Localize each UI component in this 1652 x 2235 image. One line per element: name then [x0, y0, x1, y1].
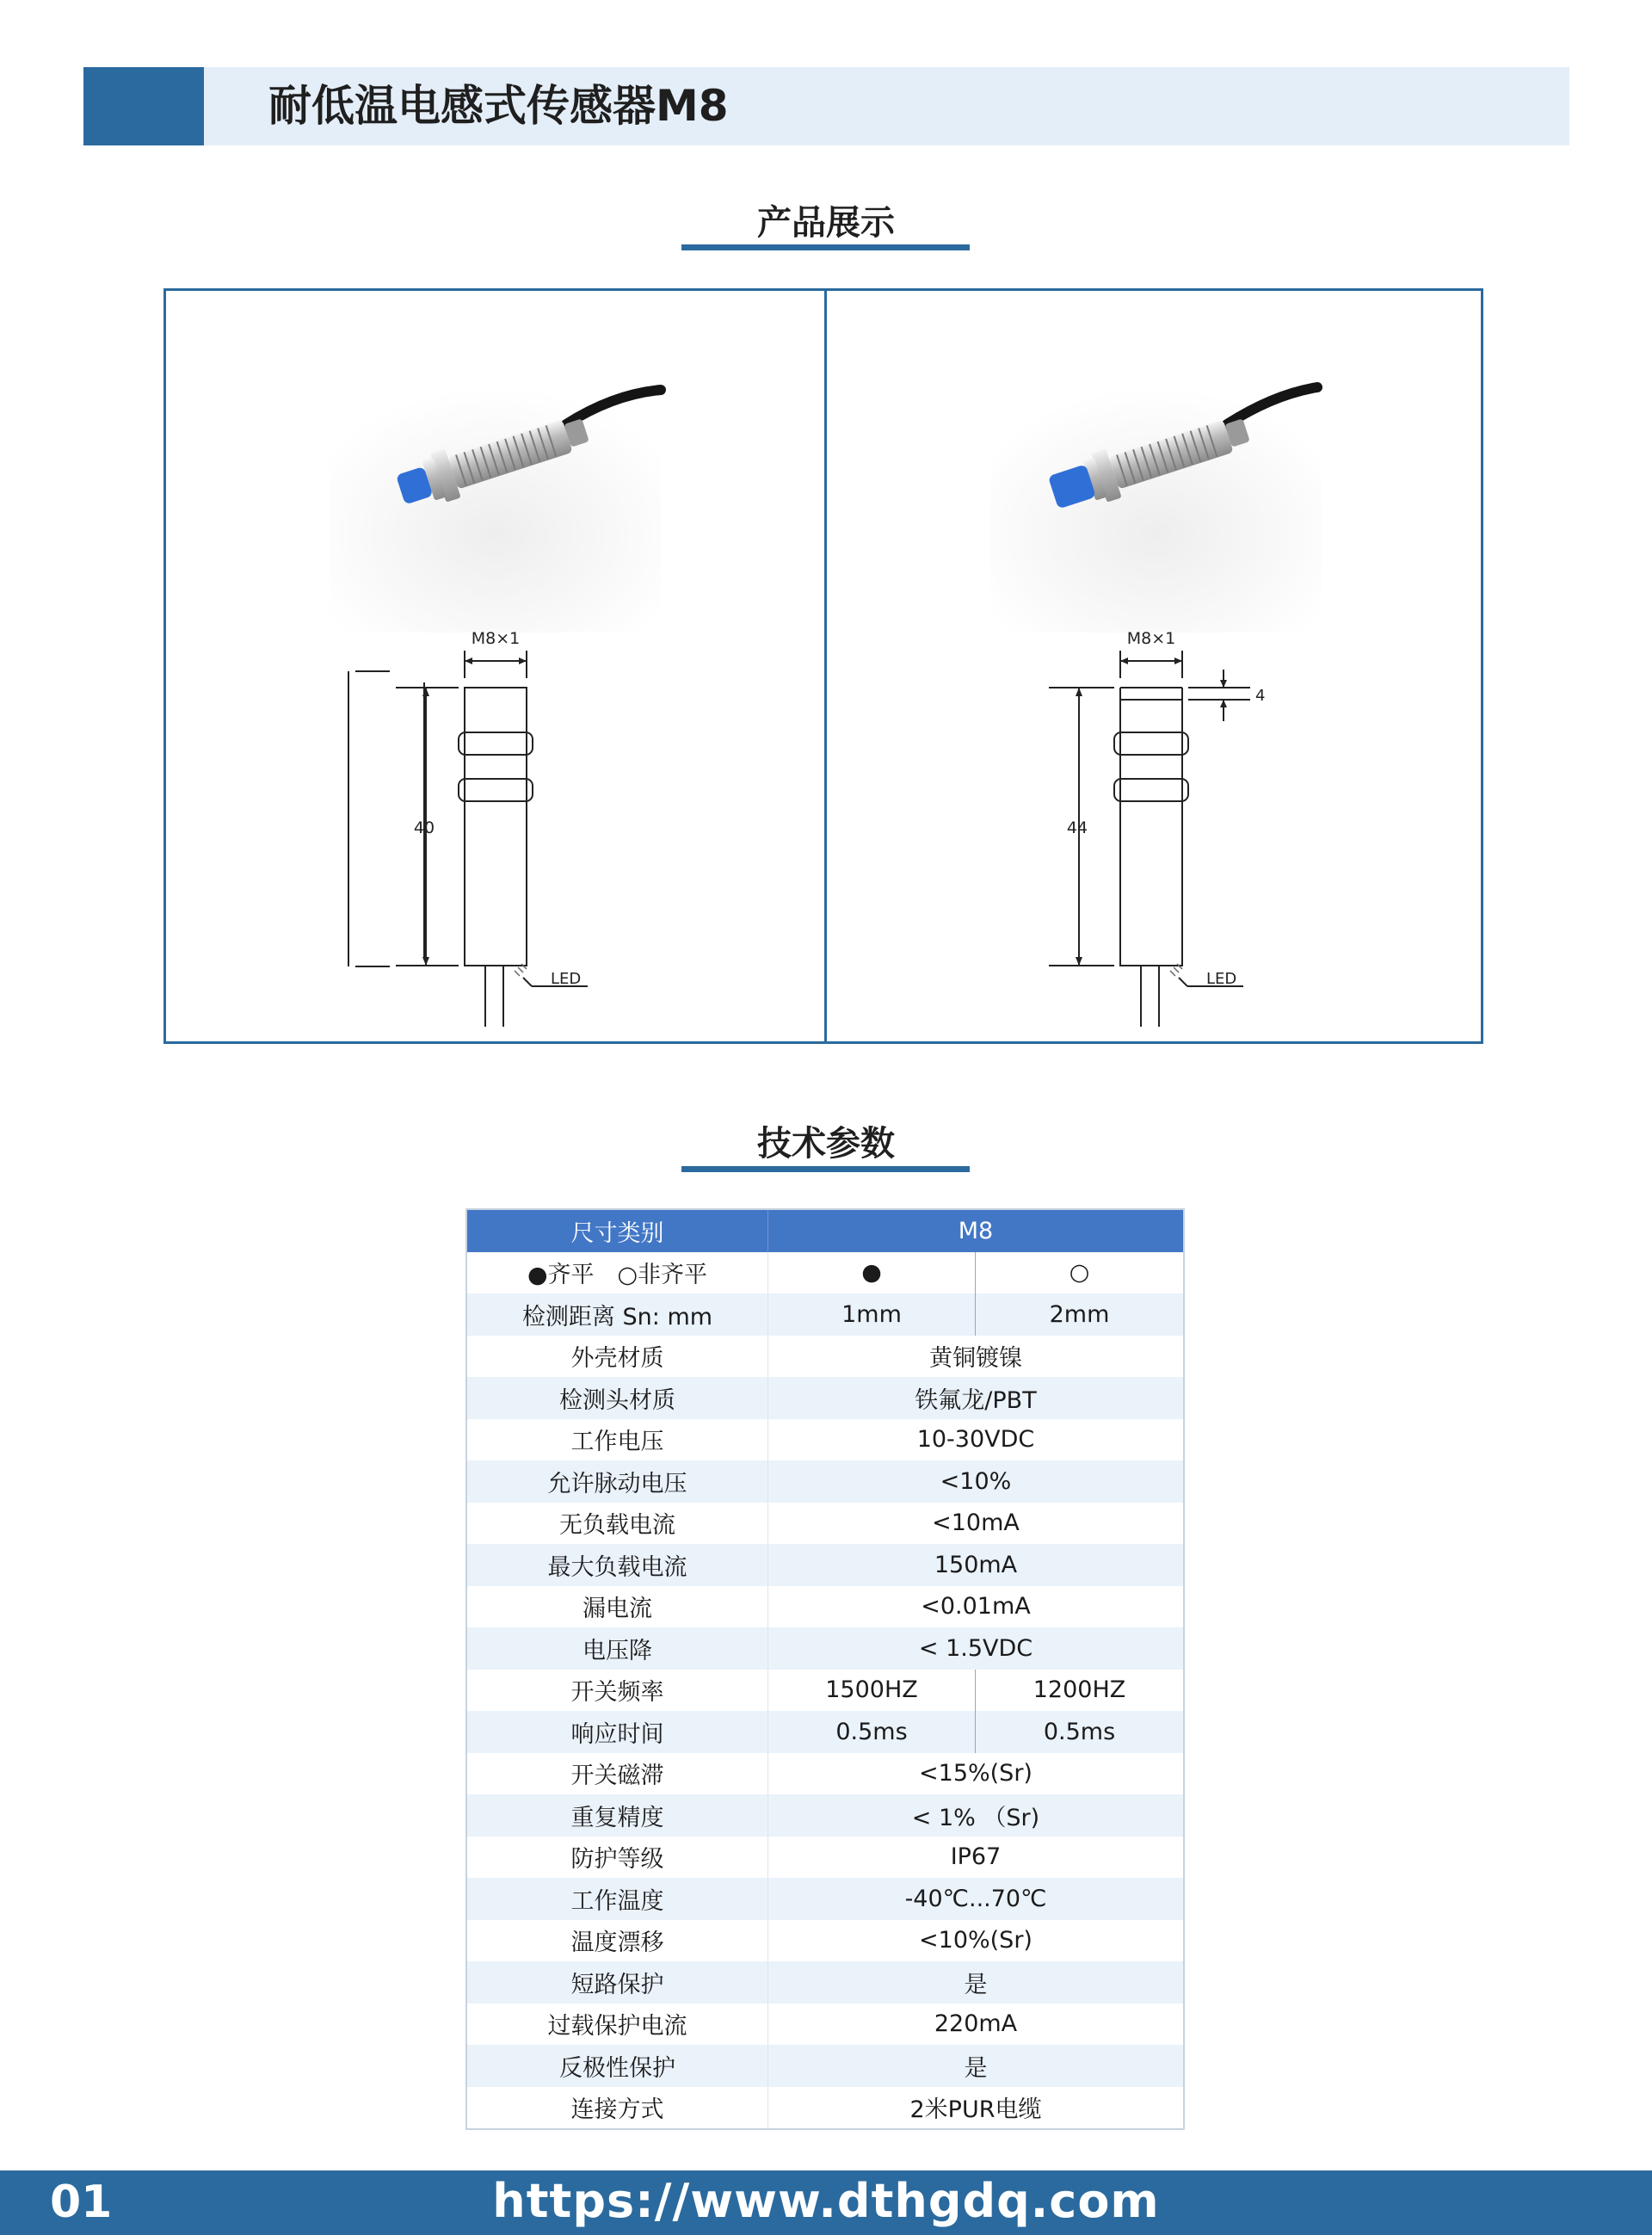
- table-row: [467, 1586, 1183, 1628]
- table-row: [467, 1794, 1183, 1837]
- table-row: [467, 1544, 1183, 1586]
- table-row: [467, 1252, 1183, 1294]
- params-section-title: 技术参数: [757, 1124, 895, 1164]
- display-section-underline: [681, 244, 970, 250]
- spec-value: 2米PUR电缆: [909, 2096, 1042, 2124]
- spec-value: < 1.5VDC: [918, 1634, 1033, 1662]
- spec-value: 150mA: [934, 1551, 1018, 1578]
- sensor-illustration-non-flush: [827, 291, 1481, 1041]
- spec-value: < 1% （Sr): [911, 1804, 1040, 1831]
- spec-value-non-flush: 0.5ms: [1043, 1718, 1116, 1745]
- led-label: LED: [551, 970, 582, 988]
- length-label: 44: [1066, 818, 1088, 837]
- spec-label: 开关磁滞: [467, 1753, 768, 1795]
- photo-backdrop: [990, 387, 1322, 633]
- spec-label: 检测头材质: [467, 1377, 768, 1419]
- table-row: [467, 1920, 1183, 1962]
- spec-label: 检测距离 Sn: mm: [467, 1293, 768, 1336]
- spec-value: IP67: [950, 1843, 1002, 1871]
- spec-value: <10%(Sr): [919, 1927, 1032, 1954]
- table-row: [467, 1878, 1183, 1920]
- spec-header-label: 尺寸类别: [467, 1210, 768, 1252]
- spec-label: 漏电流: [467, 1586, 768, 1628]
- spec-table: [465, 1208, 1185, 2130]
- spec-value: 10-30VDC: [916, 1426, 1035, 1454]
- spec-value: 是: [964, 1971, 988, 1998]
- spec-value: <10mA: [932, 1510, 1020, 1537]
- header-accent-block: [83, 67, 204, 145]
- display-section-title: 产品展示: [757, 203, 895, 243]
- spec-label: 外壳材质: [467, 1336, 768, 1378]
- table-row: [467, 1503, 1183, 1545]
- page-number: 01: [50, 2176, 113, 2228]
- spec-value-non-flush: 2mm: [1049, 1300, 1110, 1328]
- thread-label: M8×1: [1126, 629, 1176, 648]
- spec-label: 允许脉动电压: [467, 1460, 768, 1503]
- params-section-underline: [681, 1166, 970, 1172]
- page-title: 耐低温电感式传感器M8: [268, 81, 729, 131]
- product-panel-flush: [166, 291, 824, 1041]
- spec-value: 铁氟龙/PBT: [915, 1386, 1037, 1414]
- spec-label: 连接方式: [467, 2087, 768, 2129]
- spec-label: 防护等级: [467, 1837, 768, 1879]
- spec-value-flush: ●: [768, 1252, 976, 1294]
- led-label: LED: [1206, 970, 1237, 988]
- spec-value-flush: 1500HZ: [768, 1670, 976, 1712]
- table-row: [467, 1336, 1183, 1378]
- sensor-illustration-flush: [166, 291, 824, 1041]
- table-row: [467, 1419, 1183, 1461]
- spec-table-body: [467, 1252, 1183, 2129]
- spec-label: 工作电压: [467, 1419, 768, 1461]
- spec-value-non-flush: 1200HZ: [1032, 1676, 1126, 1704]
- spec-label: 开关频率: [467, 1670, 768, 1712]
- spec-label: 重复精度: [467, 1794, 768, 1837]
- spec-value: <0.01mA: [921, 1593, 1031, 1621]
- spec-value: 是: [964, 2054, 988, 2082]
- table-row: [467, 2087, 1183, 2129]
- spec-label: 电压降: [467, 1627, 768, 1670]
- spec-label: 短路保护: [467, 1961, 768, 2003]
- table-row: [467, 1293, 1183, 1336]
- table-row: [467, 1837, 1183, 1879]
- length-label: 40: [413, 818, 435, 837]
- website-url[interactable]: https://www.dthgdq.com: [492, 2174, 1160, 2228]
- table-row: [467, 1670, 1183, 1712]
- spec-label: 过载保护电流: [467, 2003, 768, 2046]
- photo-backdrop: [330, 387, 661, 633]
- spec-value: -40℃...70℃: [904, 1885, 1047, 1912]
- table-row: [467, 1753, 1183, 1795]
- spec-header-value: M8: [958, 1217, 994, 1244]
- table-row: [467, 1460, 1183, 1503]
- thread-label: M8×1: [471, 629, 521, 648]
- spec-value: <10%: [940, 1467, 1012, 1495]
- protrusion-label: 4: [1255, 687, 1266, 705]
- table-row: [467, 2045, 1183, 2087]
- spec-value-flush: 0.5ms: [768, 1711, 976, 1753]
- spec-table-header: [467, 1210, 1183, 1252]
- spec-label: 工作温度: [467, 1878, 768, 1920]
- table-row: [467, 1627, 1183, 1670]
- table-row: [467, 1377, 1183, 1419]
- table-row: [467, 2003, 1183, 2046]
- spec-label: 最大负载电流: [467, 1544, 768, 1586]
- spec-label: 温度漂移: [467, 1920, 768, 1962]
- spec-value: 220mA: [934, 2010, 1018, 2038]
- table-row: [467, 1711, 1183, 1753]
- spec-label: 反极性保护: [467, 2045, 768, 2087]
- table-row: [467, 1961, 1183, 2003]
- spec-value-non-flush: ○: [1069, 1259, 1090, 1287]
- spec-value: 黄铜镀镍: [929, 1345, 1022, 1373]
- spec-label: 无负载电流: [467, 1503, 768, 1545]
- spec-label: 响应时间: [467, 1711, 768, 1753]
- spec-value: <15%(Sr): [919, 1760, 1032, 1787]
- spec-label: ●齐平 ○非齐平: [467, 1252, 768, 1294]
- spec-value-flush: 1mm: [768, 1293, 976, 1336]
- product-panel-non-flush: [827, 291, 1485, 1041]
